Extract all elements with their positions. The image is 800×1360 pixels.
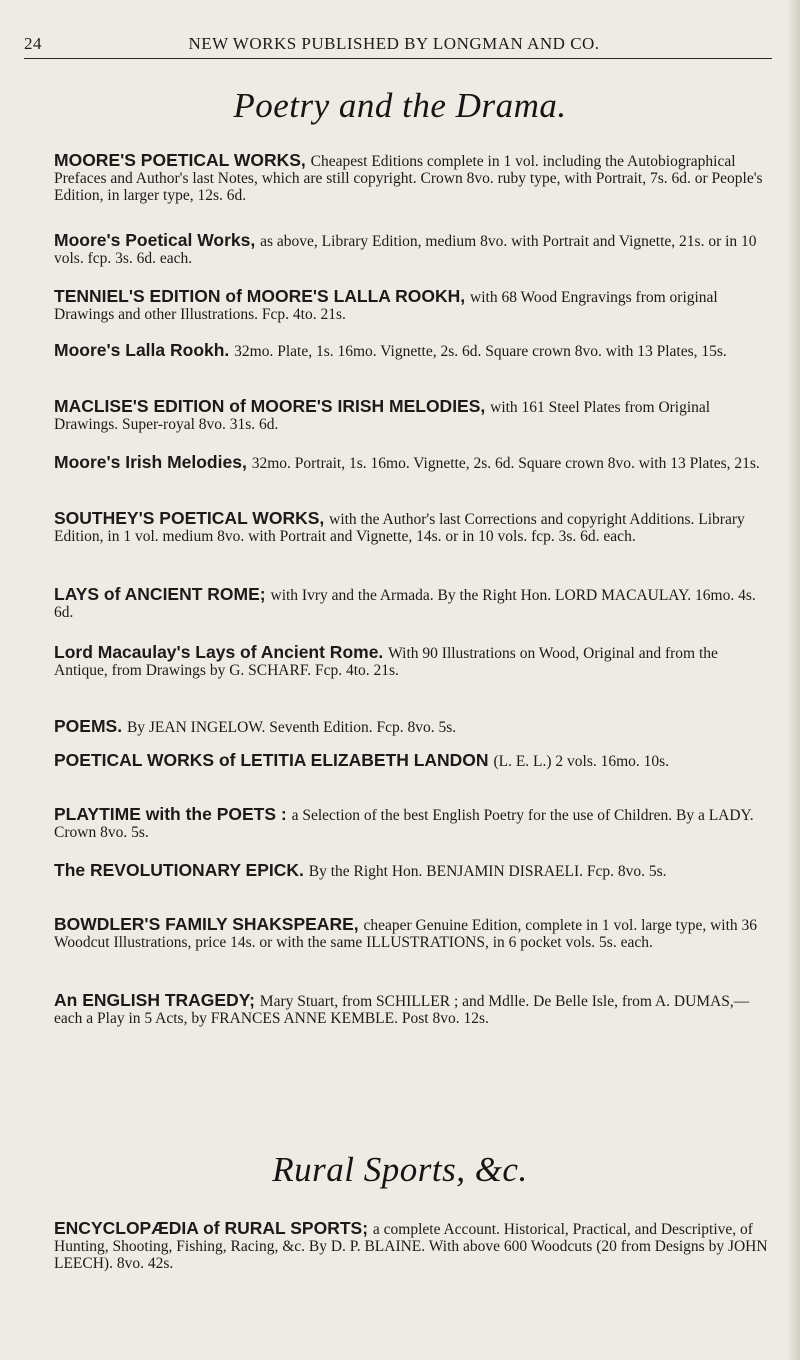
entry-description: (L. E. L.) 2 vols. 16mo. 10s. [493,753,670,770]
entry-description: 32mo. Plate, 1s. 16mo. Vignette, 2s. 6d. Square crown 8vo. with 13 Plates, 15s. [234,343,727,360]
entry-description: With 90 Illustrations on Wood, Original and from the Antique, from Drawings by G. SCHARF. Fcp. 4to. 21s. [54,645,718,679]
section-heading-rural-sports: Rural Sports, &c. [272,1150,528,1189]
catalogue-entry [54,230,770,267]
entry-description: By the Right Hon. BENJAMIN DISRAELI. Fcp. 8vo. 5s. [308,863,667,880]
entry-description: Cheapest Editions complete in 1 vol. including the Autobiographical Prefaces and Author's last Notes, which are still copyright. Crown 8vo. ruby type, with Portrait, 7s. 6d. or People's Edition, in larger type, 12s. 6d. [54,153,763,204]
entry-title: The REVOLUTIONARY EPICK. [54,860,309,880]
entry-title: Moore's Lalla Rookh. [54,340,235,360]
entry-description: a complete Account. Historical, Practical, and Descriptive, of Hunting, Shooting, Fishing, Racing, &c. By D. P. BLAINE. With above 600 Woodcuts (20 from Designs by JOHN LEECH). 8vo. 42s. [54,1221,768,1272]
entry-description: with Ivry and the Armada. By the Right Hon. LORD MACAULAY. 16mo. 4s. 6d. [54,587,756,621]
catalogue-entry [54,452,770,472]
entry-description: 32mo. Portrait, 1s. 16mo. Vignette, 2s. 6d. Square crown 8vo. with 13 Plates, 21s. [251,455,760,472]
entry-description: Mary Stuart, from SCHILLER ; and Mdlle. De Belle Isle, from A. DUMAS,—each a Play in 5 Acts, by FRANCES ANNE KEMBLE. Post 8vo. 12s. [54,993,750,1027]
entry-description: as above, Library Edition, medium 8vo. with Portrait and Vignette, 21s. or in 10 vols. fcp. 3s. 6d. each. [54,233,757,267]
entry-description: By JEAN INGELOW. Seventh Edition. Fcp. 8vo. 5s. [126,719,457,736]
catalogue-entry [54,914,770,951]
catalogue-entry [54,804,770,841]
entry-title: MACLISE'S EDITION of MOORE'S IRISH MELODIES, [54,396,491,416]
catalogue-entry [54,396,770,433]
running-head-title: NEW WORKS PUBLISHED BY LONGMAN AND CO. [188,34,600,53]
entry-title: PLAYTIME with the POETS : [54,804,292,824]
catalogue-entry [54,716,770,736]
entry-title: LAYS of ANCIENT ROME; [54,584,271,604]
entry-title: BOWDLER'S FAMILY SHAKSPEARE, [54,914,364,934]
catalogue-entry [54,340,770,360]
section-heading-poetry: Poetry and the Drama. [233,86,567,125]
entry-title: MOORE'S POETICAL WORKS, [54,150,311,170]
catalogue-entry [54,860,770,880]
entry-title: Moore's Poetical Works, [54,230,261,250]
entry-description: with the Author's last Corrections and copyright Additions. Library Edition, in 1 vol. medium 8vo. with Portrait and Vignette, 14s. or in 10 vols. fcp. 3s. 6d. each. [54,511,745,545]
catalogue-entry [54,584,770,621]
entry-description: cheaper Genuine Edition, complete in 1 vol. large type, with 36 Woodcut Illustrations, price 14s. or with the same ILLUSTRATIONS, in 6 pocket vols. 5s. each. [54,917,758,951]
catalogue-entry [54,286,770,323]
catalogue-entry [54,642,770,679]
catalogue-entry [54,750,770,770]
entry-title: An ENGLISH TRAGEDY; [54,990,260,1010]
entry-title: POEMS. [54,716,127,736]
catalogue-entry [54,1218,770,1272]
catalogue-entry [54,508,770,545]
entry-title: POETICAL WORKS of LETITIA ELIZABETH LANDON [54,750,494,770]
entry-description: with 161 Steel Plates from Original Drawings. Super-royal 8vo. 31s. 6d. [54,399,711,433]
entry-title: TENNIEL'S EDITION of MOORE'S LALLA ROOKH, [54,286,471,306]
entry-title: ENCYCLOPÆDIA of RURAL SPORTS; [54,1218,373,1238]
catalogue-entry [54,990,770,1027]
page-number: 24 [24,34,42,53]
header-rule [24,58,772,59]
entry-title: Moore's Irish Melodies, [54,452,252,472]
entry-description: a Selection of the best English Poetry for the use of Children. By a LADY. Crown 8vo. 5s. [54,807,754,841]
catalogue-entry [54,150,770,204]
entry-title: SOUTHEY'S POETICAL WORKS, [54,508,330,528]
entry-description: with 68 Wood Engravings from original Drawings and other Illustrations. Fcp. 4to. 21s. [54,289,718,323]
running-head [24,26,764,56]
entry-title: Lord Macaulay's Lays of Ancient Rome. [54,642,389,662]
